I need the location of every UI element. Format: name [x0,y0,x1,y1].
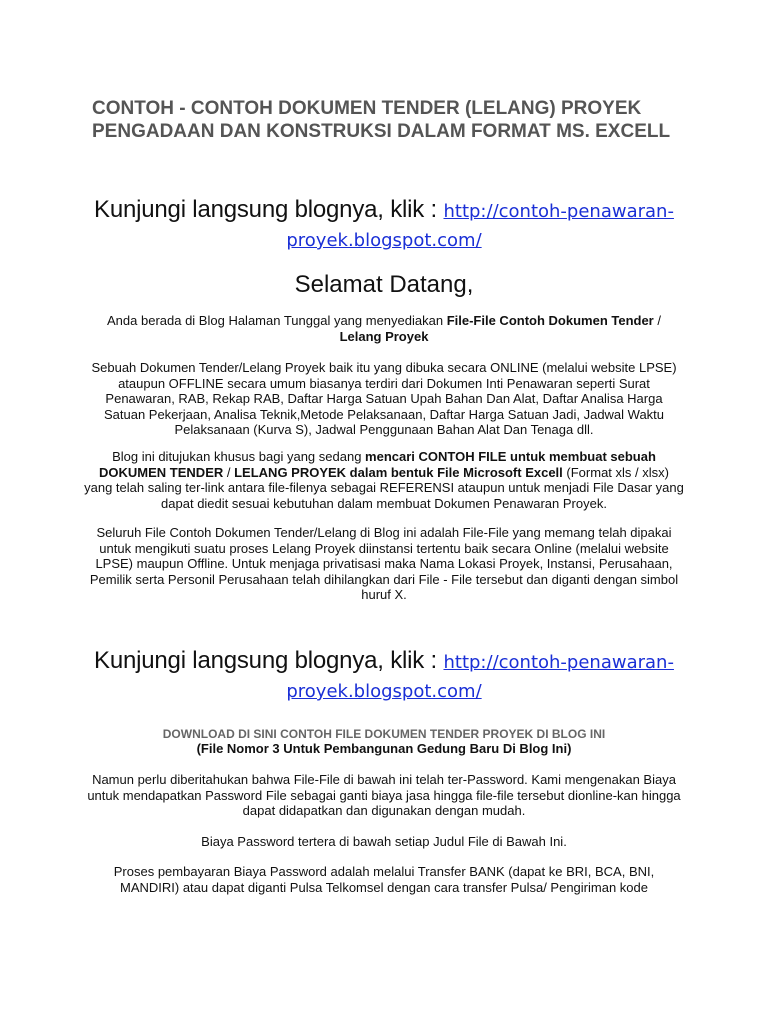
price-paragraph: Biaya Password tertera di bawah setiap Judul File di Bawah Ini. [201,834,567,849]
intro-paragraph [84,313,684,344]
intro-bold-lelang: Lelang Proyek [339,328,429,344]
payment-paragraph: Proses pembayaran Biaya Password adalah melalui Transfer BANK (dapat ke BRI, BCA, BNI, MANDIRI) atau dapat diganti Pulsa Telkomsel dengan cara transfer Pulsa/ Pengiriman kode [113,864,655,895]
blog-link-2-line2[interactable]: proyek.blogspot.com/ [286,681,482,702]
visit-blog-block-top [84,196,684,256]
intro-bold-file-contoh: File-File Contoh Dokumen Tender [446,313,654,328]
document-title: CONTOH - CONTOH DOKUMEN TENDER (LELANG) PROYEK PENGADAAN DAN KONSTRUKSI DALAM FORMAT MS. EXCELL [92,98,671,142]
definition-paragraph: Sebuah Dokumen Tender/Lelang Proyek baik itu yang dibuka secara ONLINE (melalui website LPSE) ataupun OFFLINE secara umum biasanya terdiri dari Dokumen Inti Penawaran seperti Surat Penawaran, RAB, Rekap RAB, Daftar Harga Satuan Upah Bahan Dan Alat, Daftar Analisa Harga Satuan Pekerjaan, Analisa Teknik,Metode Pelaksanaan, Daftar Harga Satuan Jadi, Jadwal Waktu Pelaksanaan (Kurva S), Jadwal Penggunaan Bahan Alat Dan Tenaga dll. [91,360,677,437]
visit-blog-lead-2: Kunjungi langsung blognya, klik : [94,647,444,674]
blog-link-line2[interactable]: proyek.blogspot.com/ [286,230,482,251]
audience-paragraph [84,449,684,511]
download-heading: DOWNLOAD DI SINI CONTOH FILE DOKUMEN TENDER PROYEK DI BLOG INI [162,727,606,741]
visit-blog-block-bottom [84,647,684,707]
intro-text: Anda berada di Blog Halaman Tunggal yang menyediakan [107,313,447,328]
password-paragraph: Namun perlu diberitahukan bahwa File-File di bawah ini telah ter-Password. Kami mengenakan Biaya untuk mendapatkan Password File sebagai ganti biaya jasa hingga file-file tersebut dionline-kan hingga dapat didapatkan dan digunakan dengan mudah. [87,772,681,818]
visit-blog-lead: Kunjungi langsung blognya, klik : [94,196,444,223]
blog-link-line1[interactable]: http://contoh-penawaran- [443,201,674,222]
audience-bold-1: mencari CONTOH FILE untuk membuat sebuah DOKUMEN TENDER [99,449,656,480]
audience-separator: / [223,464,235,480]
download-subheading: (File Nomor 3 Untuk Pembangunan Gedung Baru Di Blog Ini) [196,741,572,756]
audience-bold-2: LELANG PROYEK dalam bentuk File Microsoft Excell [234,464,563,480]
welcome-heading: Selamat Datang, [294,271,474,298]
blog-link-2-line1[interactable]: http://contoh-penawaran- [443,652,674,673]
privacy-paragraph: Seluruh File Contoh Dokumen Tender/Lelang di Blog ini adalah File-File yang memang telah dipakai untuk mengikuti suatu proses Lelang Proyek diinstansi tertentu baik secara Online (melalui website LPSE) maupun Offline. Untuk menjaga privatisasi maka Nama Lokasi Proyek, Instansi, Perusahaan, Pemilik serta Personil Perusahaan telah dihilangkan dari File - File tersebut dan diganti dengan simbol huruf X. [89,525,679,602]
audience-text-pre: Blog ini ditujukan khusus bagi yang sedang [112,449,366,464]
intro-separator: / [653,313,661,328]
audience-text-post: (Format xls / xlsx) yang telah saling ter-link antara file-filenya sebagai REFERENSI ataupun untuk menjadi File Dasar yang dapat diedit sesuai kebutuhan dalam membuat Dokumen Penawaran Proyek. [84,464,684,511]
